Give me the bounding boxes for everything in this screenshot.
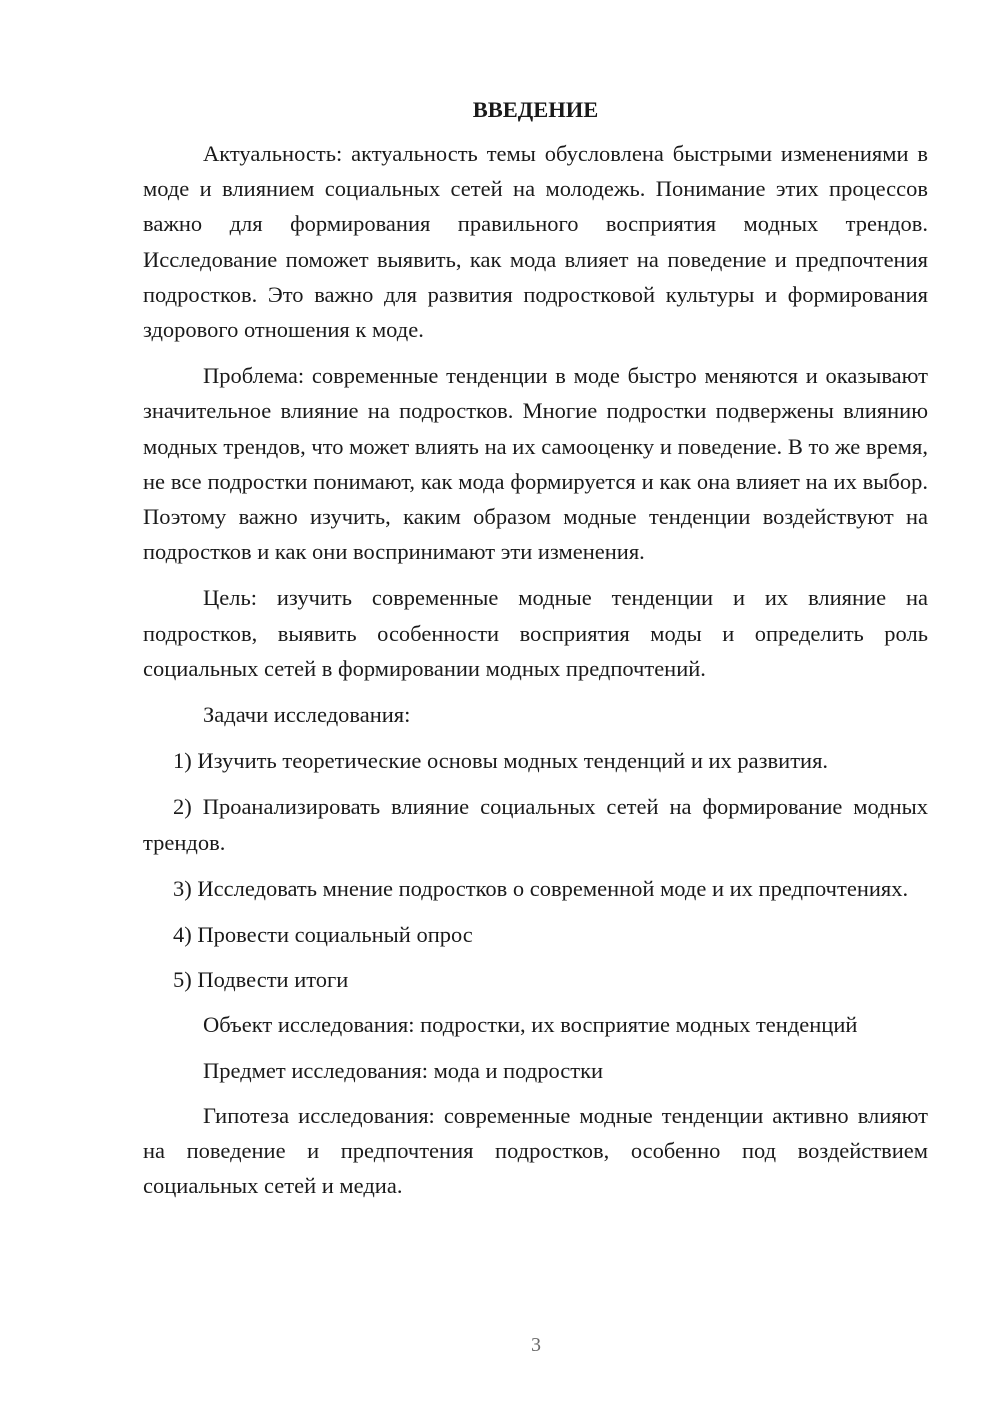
task-item-1: 1) Изучить теоретические основы модных тенденций и их развития.	[173, 748, 829, 774]
task-item-3: 3) Исследовать мнение подростков о современной моде и их предпочтениях.	[173, 875, 909, 901]
task-item-4: 4) Провести социальный опрос	[173, 922, 473, 948]
subject-paragraph: Предмет исследования: мода и подростки	[203, 1057, 604, 1083]
page-number: 3	[531, 1334, 541, 1356]
object-paragraph: Объект исследования: подростки, их восприятие модных тенденций	[203, 1012, 858, 1038]
tasks-list	[143, 743, 928, 997]
tasks-heading: Задачи исследования:	[203, 702, 411, 728]
task-item-2: 2) Проанализировать влияние социальных сетей на формирование модных трендов.	[143, 794, 928, 855]
problem-paragraph: Проблема: современные тенденции в моде быстро меняются и оказывают значительное влияние на подростков. Многие подростки подвержены влиянию модных трендов, что может влиять на их самооценку и поведение. В то же время, не все подростки понимают, как мода формируется и как она влияет на их выбор. Поэтому важно изучить, каким образом модные тенденции воздействуют на подростков и как они воспринимают эти изменения.	[143, 363, 928, 565]
section-title: ВВЕДЕНИЕ	[472, 97, 599, 122]
task-item-5: 5) Подвести итоги	[173, 967, 349, 993]
goal-paragraph: Цель: изучить современные модные тенденции и их влияние на подростков, выявить особенности восприятия моды и определить роль социальных сетей в формировании модных предпочтений.	[143, 585, 928, 681]
hypothesis-paragraph: Гипотеза исследования: современные модные тенденции активно влияют на поведение и предпочтения подростков, особенно под воздействием социальных сетей и медиа.	[143, 1102, 928, 1199]
document-page	[143, 95, 928, 1214]
relevance-paragraph: Актуальность: актуальность темы обусловлена быстрыми изменениями в моде и влиянием социальных сетей на молодежь. Понимание этих процессов важно для формирования правильного восприятия модных трендов. Исследование поможет выявить, как мода влияет на поведение и предпочтения подростков. Это важно для развития подростковой культуры и формирования здорового отношения к моде.	[143, 141, 928, 343]
